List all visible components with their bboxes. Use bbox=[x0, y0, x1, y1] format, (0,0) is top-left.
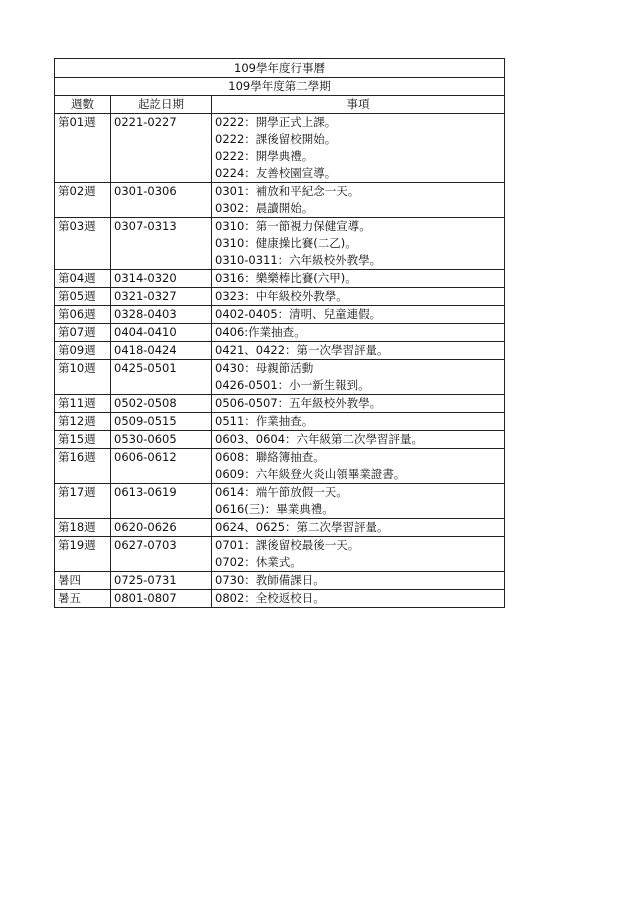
events-cell bbox=[212, 431, 505, 449]
week-cell: 第19週 bbox=[55, 537, 111, 572]
event-item: 0310-0311：六年級校外教學。 bbox=[215, 253, 382, 267]
table-row bbox=[55, 537, 505, 572]
week-cell: 第15週 bbox=[55, 431, 111, 449]
event-item: 0406:作業抽查。 bbox=[215, 325, 306, 339]
event-item: 0316：樂樂棒比賽(六甲)。 bbox=[215, 271, 357, 285]
date-range-cell: 0613-0619 bbox=[111, 484, 212, 519]
date-range-cell: 0801-0807 bbox=[111, 590, 212, 608]
week-cell: 第09週 bbox=[55, 342, 111, 360]
event-item: 0614：端午節放假一天。 bbox=[215, 485, 348, 499]
week-cell: 第12週 bbox=[55, 413, 111, 431]
date-range-cell: 0404-0410 bbox=[111, 324, 212, 342]
table-row bbox=[55, 183, 505, 218]
events-cell bbox=[212, 590, 505, 608]
event-item: 0624、0625：第二次學習評量。 bbox=[215, 520, 389, 534]
events-cell bbox=[212, 270, 505, 288]
week-cell: 第17週 bbox=[55, 484, 111, 519]
table-row bbox=[55, 270, 505, 288]
events-cell bbox=[212, 395, 505, 413]
table-row bbox=[55, 114, 505, 183]
week-cell: 暑五 bbox=[55, 590, 111, 608]
date-range-cell: 0530-0605 bbox=[111, 431, 212, 449]
event-item: 0224：友善校園宣導。 bbox=[215, 166, 337, 180]
date-range-cell: 0425-0501 bbox=[111, 360, 212, 395]
date-range-cell: 0502-0508 bbox=[111, 395, 212, 413]
events-cell bbox=[212, 183, 505, 218]
events-cell bbox=[212, 572, 505, 590]
header-events: 事項 bbox=[212, 96, 505, 114]
week-cell: 第11週 bbox=[55, 395, 111, 413]
event-item: 0608：聯絡簿抽查。 bbox=[215, 450, 325, 464]
table-row bbox=[55, 449, 505, 484]
events-cell bbox=[212, 449, 505, 484]
event-item: 0222：課後留校開始。 bbox=[215, 132, 337, 146]
table-row bbox=[55, 484, 505, 519]
date-range-cell: 0627-0703 bbox=[111, 537, 212, 572]
table-row bbox=[55, 342, 505, 360]
date-range-cell: 0509-0515 bbox=[111, 413, 212, 431]
table-row bbox=[55, 572, 505, 590]
event-item: 0730：教師備課日。 bbox=[215, 573, 325, 587]
school-calendar-table bbox=[54, 58, 505, 608]
events-cell bbox=[212, 484, 505, 519]
event-item: 0310：第一節視力保健宣導。 bbox=[215, 219, 371, 233]
event-item: 0222：開學正式上課。 bbox=[215, 115, 337, 129]
event-item: 0506-0507：五年級校外教學。 bbox=[215, 396, 382, 410]
events-cell bbox=[212, 537, 505, 572]
event-item: 0323：中年級校外教學。 bbox=[215, 289, 348, 303]
week-cell: 第04週 bbox=[55, 270, 111, 288]
header-dates: 起訖日期 bbox=[111, 96, 212, 114]
date-range-cell: 0321-0327 bbox=[111, 288, 212, 306]
week-cell: 第01週 bbox=[55, 114, 111, 183]
events-cell bbox=[212, 324, 505, 342]
table-row bbox=[55, 218, 505, 270]
event-item: 0301：補放和平紀念一天。 bbox=[215, 184, 360, 198]
events-cell bbox=[212, 360, 505, 395]
calendar-body bbox=[55, 114, 505, 608]
event-item: 0511：作業抽查。 bbox=[215, 414, 314, 428]
table-row bbox=[55, 324, 505, 342]
date-range-cell: 0606-0612 bbox=[111, 449, 212, 484]
date-range-cell: 0418-0424 bbox=[111, 342, 212, 360]
event-item: 0616(三)：畢業典禮。 bbox=[215, 502, 334, 516]
week-cell: 第06週 bbox=[55, 306, 111, 324]
event-item: 0222：開學典禮。 bbox=[215, 149, 314, 163]
week-cell: 第16週 bbox=[55, 449, 111, 484]
events-cell bbox=[212, 288, 505, 306]
date-range-cell: 0328-0403 bbox=[111, 306, 212, 324]
table-row bbox=[55, 413, 505, 431]
event-item: 0702：休業式。 bbox=[215, 555, 302, 569]
date-range-cell: 0314-0320 bbox=[111, 270, 212, 288]
table-row bbox=[55, 519, 505, 537]
week-cell: 第10週 bbox=[55, 360, 111, 395]
calendar-title: 109學年度行事曆 bbox=[55, 59, 505, 78]
events-cell bbox=[212, 519, 505, 537]
table-row bbox=[55, 306, 505, 324]
week-cell: 暑四 bbox=[55, 572, 111, 590]
events-cell bbox=[212, 342, 505, 360]
date-range-cell: 0620-0626 bbox=[111, 519, 212, 537]
event-item: 0402-0405：清明、兒童連假。 bbox=[215, 307, 382, 321]
events-cell bbox=[212, 306, 505, 324]
events-cell bbox=[212, 413, 505, 431]
event-item: 0802：全校返校日。 bbox=[215, 591, 325, 605]
table-row bbox=[55, 395, 505, 413]
event-item: 0302：晨讀開始。 bbox=[215, 201, 314, 215]
week-cell: 第02週 bbox=[55, 183, 111, 218]
header-week: 週數 bbox=[55, 96, 111, 114]
table-row bbox=[55, 431, 505, 449]
date-range-cell: 0307-0313 bbox=[111, 218, 212, 270]
week-cell: 第05週 bbox=[55, 288, 111, 306]
week-cell: 第07週 bbox=[55, 324, 111, 342]
date-range-cell: 0221-0227 bbox=[111, 114, 212, 183]
event-item: 0426-0501：小一新生報到。 bbox=[215, 378, 370, 392]
table-row bbox=[55, 288, 505, 306]
date-range-cell: 0725-0731 bbox=[111, 572, 212, 590]
date-range-cell: 0301-0306 bbox=[111, 183, 212, 218]
events-cell bbox=[212, 114, 505, 183]
week-cell: 第03週 bbox=[55, 218, 111, 270]
event-item: 0430：母親節活動 bbox=[215, 361, 314, 375]
event-item: 0421、0422：第一次學習評量。 bbox=[215, 343, 389, 357]
table-row bbox=[55, 360, 505, 395]
event-item: 0603、0604：六年級第二次學習評量。 bbox=[215, 432, 424, 446]
table-row bbox=[55, 590, 505, 608]
event-item: 0310：健康操比賽(二乙)。 bbox=[215, 236, 357, 250]
semester-title: 109學年度第二學期 bbox=[55, 78, 505, 96]
week-cell: 第18週 bbox=[55, 519, 111, 537]
events-cell bbox=[212, 218, 505, 270]
event-item: 0701：課後留校最後一天。 bbox=[215, 538, 360, 552]
event-item: 0609：六年級登火炎山領畢業證書。 bbox=[215, 467, 406, 481]
